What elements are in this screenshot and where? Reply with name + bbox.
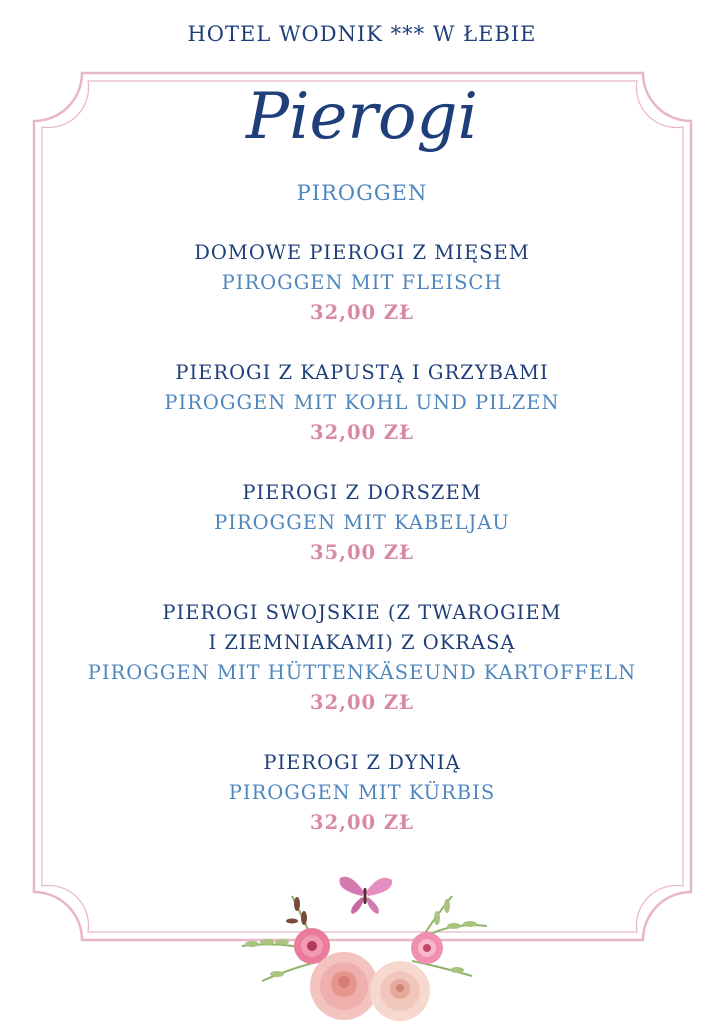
menu-item <box>0 358 724 448</box>
menu-item <box>0 238 724 328</box>
dish-name-de: PIROGGEN MIT KOHL UND PILZEN <box>164 391 560 414</box>
dish-name-pl: PIEROGI Z DYNIĄ <box>263 751 461 774</box>
menu-list <box>0 238 724 868</box>
dish-name-pl: DOMOWE PIEROGI Z MIĘSEM <box>194 241 530 264</box>
menu-item <box>0 478 724 568</box>
section-subtitle: PIROGGEN <box>296 181 428 205</box>
menu-item <box>0 748 724 838</box>
dish-name-de: PIROGGEN MIT KÜRBIS <box>228 781 496 804</box>
dish-price: 32,00 ZŁ <box>310 811 414 834</box>
dish-name-de: PIROGGEN MIT HÜTTENKÄSEUND KARTOFFELN <box>87 661 637 684</box>
dish-price: 32,00 ZŁ <box>310 421 414 444</box>
dish-price: 35,00 ZŁ <box>310 541 414 564</box>
dish-price: 32,00 ZŁ <box>310 691 414 714</box>
dish-name-pl: PIEROGI Z KAPUSTĄ I GRZYBAMI <box>175 361 549 384</box>
flower-bouquet-icon <box>222 866 512 1024</box>
dish-name-de: PIROGGEN MIT KABELJAU <box>214 511 510 534</box>
hotel-name: HOTEL WODNIK *** W ŁEBIE <box>187 22 537 46</box>
butterfly-icon <box>339 877 392 914</box>
section-title: Pierogi <box>246 80 478 154</box>
menu-item <box>0 598 724 718</box>
dish-name-pl: PIEROGI Z DORSZEM <box>242 481 482 504</box>
dish-name-de: PIROGGEN MIT FLEISCH <box>221 271 503 294</box>
dish-name-pl: PIEROGI SWOJSKIE (Z TWAROGIEM I ZIEMNIAKAMI) Z OKRASĄ <box>162 601 562 654</box>
dish-price: 32,00 ZŁ <box>310 301 414 324</box>
